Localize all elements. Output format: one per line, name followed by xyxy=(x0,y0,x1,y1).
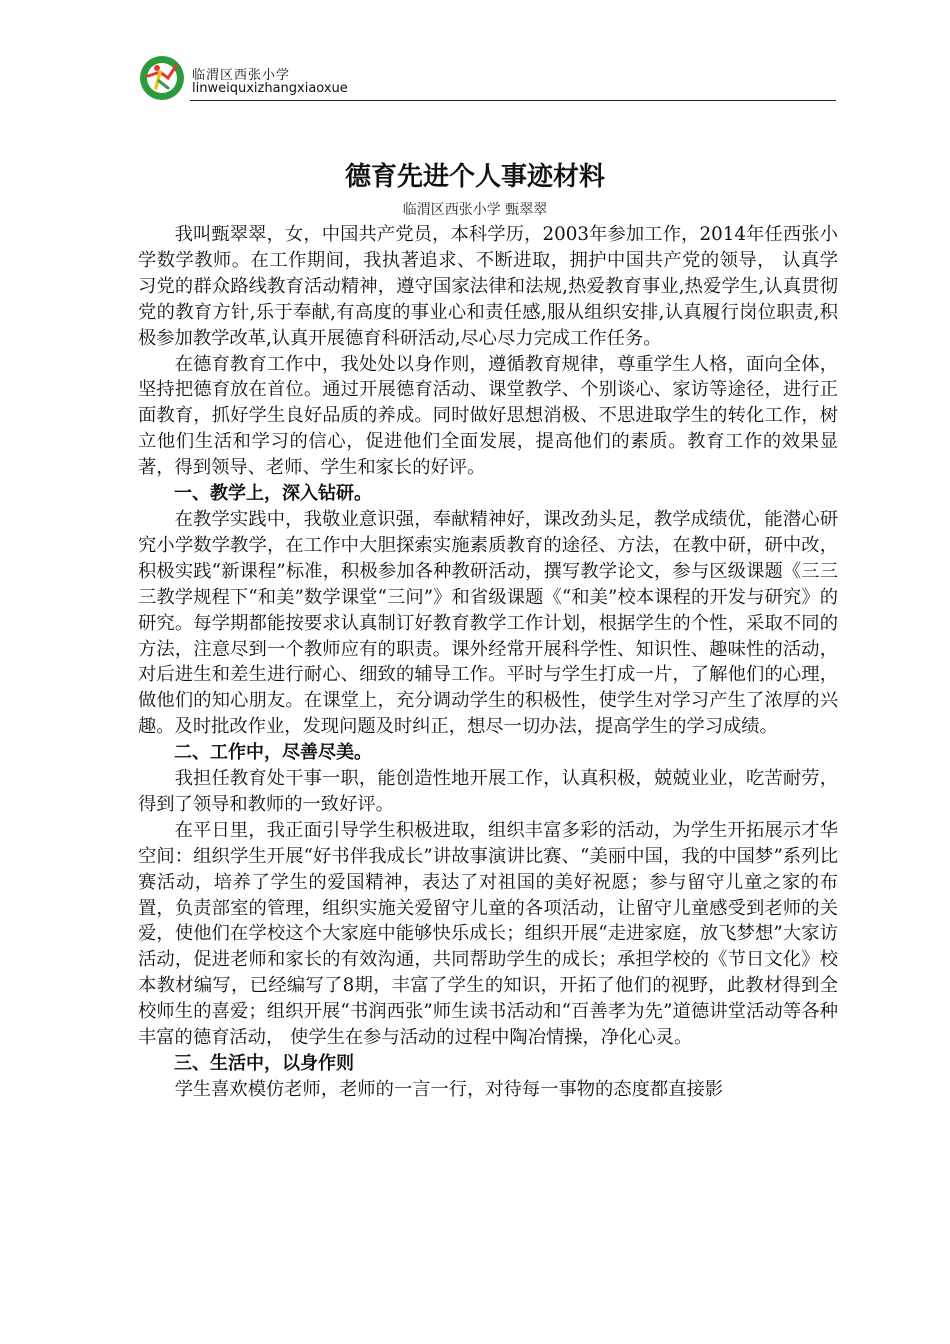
page-header xyxy=(138,54,838,104)
school-pinyin: linweiquxizhangxiaoxue xyxy=(192,81,348,96)
header-divider xyxy=(190,100,836,101)
document-body xyxy=(138,222,838,1103)
paragraph: 学生喜欢模仿老师，老师的一言一行，对待每一事物的态度都直接影 xyxy=(174,1078,724,1100)
paragraph: 我担任教育处干事一职，能创造性地开展工作，认真积极，兢兢业业，吃苦耐劳，得到了领导和教师的一致好评。 xyxy=(138,768,838,815)
paragraph: 在平日里，我正面引导学生积极进取，组织丰富多彩的活动，为学生开拓展示才华空间：组织学生开展“好书伴我成长”讲故事演讲比赛、“美丽中国，我的中国梦”系列比赛活动，培养了学生的爱国精神，表达了对祖国的美好祝愿；参与留守儿童之家的布置，负责部室的管理，组织实施关爱留守儿童的各项活动，让留守儿童感受到老师的关爱，使他们在学校这个大家庭中能够快乐成长；组织开展“走进家庭，放飞梦想”大家访活动，促进老师和家长的有效沟通，共同帮助学生的成长；承担学校的《节日文化》校本教材编写，已经编写了8期，丰富了学生的知识，开拓了他们的视野，此教材得到全校师生的喜爱；组织开展“书润西张”师生读书活动和“百善孝为先”道德讲堂活动等各种丰富的德育活动， 使学生在参与活动的过程中陶冶情操，净化心灵。 xyxy=(138,819,838,1049)
paragraph: 在德育教育工作中，我处处以身作则，遵循教育规律，尊重学生人格，面向全体，坚持把德育放在首位。通过开展德育活动、课堂教学、个别谈心、家访等途径，进行正面教育，抓好学生良好品质的养成。同时做好思想消极、不思进取学生的转化工作，树立他们生活和学习的信心，促进他们全面发展，提高他们的素质。教育工作的效果显著，得到领导、老师、学生和家长的好评。 xyxy=(138,353,838,479)
document-byline: 临渭区西张小学 甄翠翠 xyxy=(402,202,548,218)
section-heading: 一、教学上，深入钻研。 xyxy=(174,483,372,505)
document-title: 德育先进个人事迹材料 xyxy=(344,162,605,192)
section-heading: 二、工作中，尽善尽美。 xyxy=(174,742,372,764)
paragraph: 在教学实践中，我敬业意识强，奉献精神好，课改劲头足，教学成绩优，能潜心研究小学数学教学，在工作中大胆探索实施素质教育的途径、方法，在教中研，研中改，积极实践“新课程”标准，积极参加各种教研活动，撰写教学论文，参与区级课题《三三三教学规程下“和美”数学课堂“三问”》和省级课题《“和美”校本课程的开发与研究》的研究。每学期都能按要求认真制订好教育教学工作计划，根据学生的个性，采取不同的方法，注意尽到一个教师应有的职责。课外经常开展科学性、知识性、趣味性的活动，对后进生和差生进行耐心、细致的辅导工作。平时与学生打成一片，了解他们的心理，做他们的知心朋友。在课堂上，充分调动学生的积极性，使学生对学习产生了浓厚的兴趣。及时批改作业，发现问题及时纠正，想尽一切办法，提高学生的学习成绩。 xyxy=(138,508,838,738)
school-name: 临渭区西张小学 xyxy=(192,68,291,83)
school-logo-icon xyxy=(138,54,186,102)
section-heading: 三、生活中，以身作则 xyxy=(174,1053,354,1074)
paragraph: 我叫甄翠翠，女，中国共产党员，本科学历，2003年参加工作，2014年任西张小学数学教师。在工作期间，我执著追求、不断进取，拥护中国共产党的领导， 认真学习党的群众路线教育活动精神，遵守国家法律和法规,热爱教育事业,热爱学生,认真贯彻党的教育方针,乐于奉献,有高度的事业心和责任感,服从组织安排,认真履行岗位职责,积极参加教学改革,认真开展德育科研活动,尽心尽力完成工作任务。 xyxy=(138,224,838,349)
